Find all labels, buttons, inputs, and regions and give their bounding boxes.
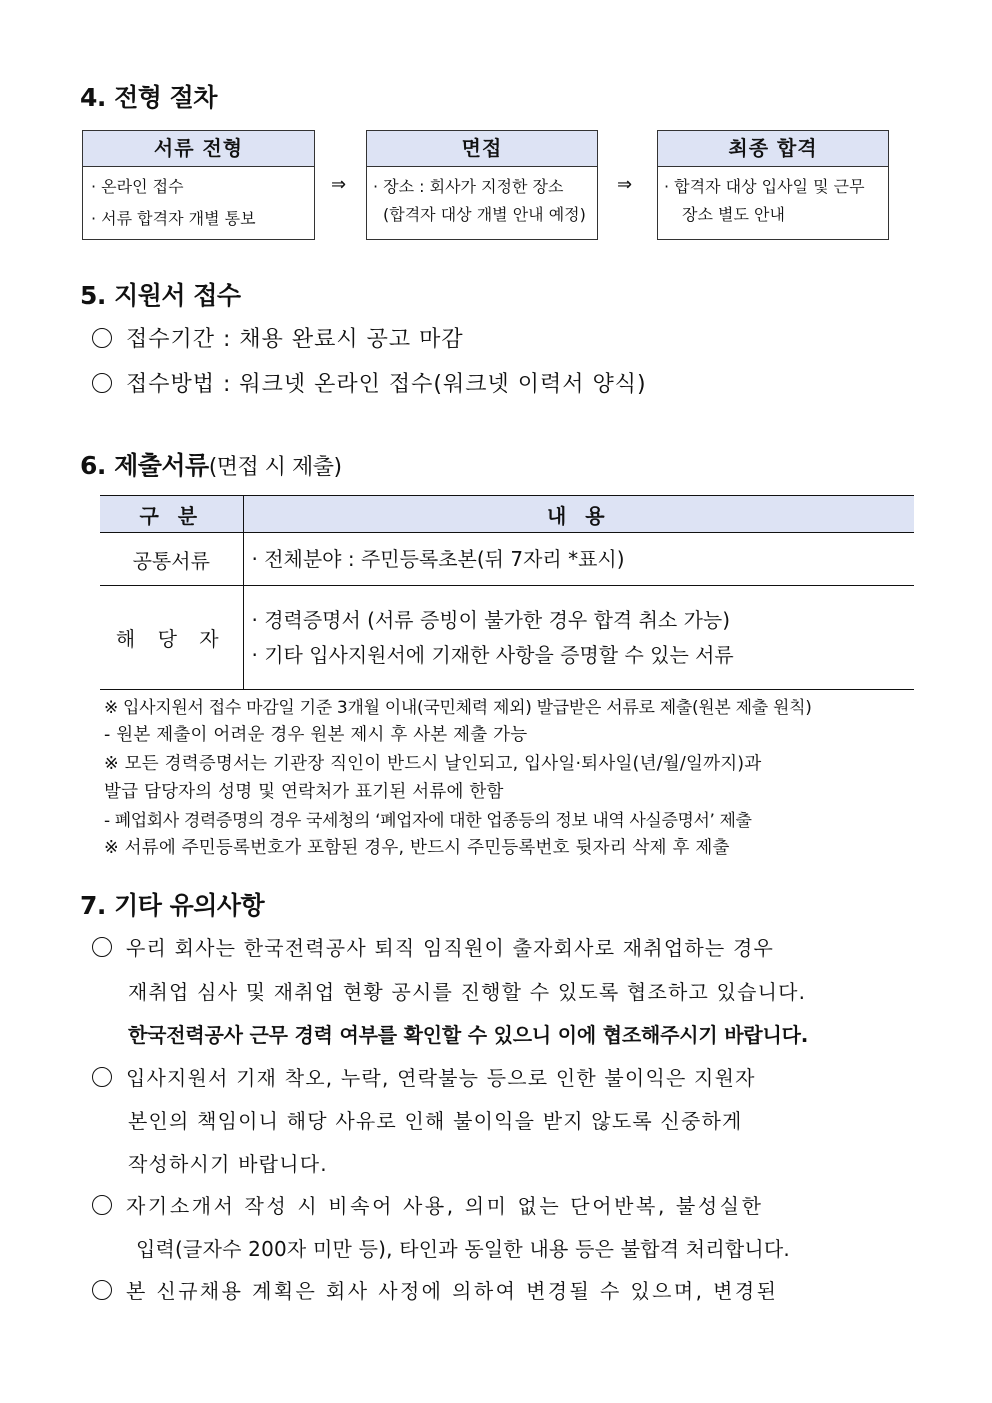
notice-2-line: 작성하시기 바랍니다.	[128, 1152, 328, 1176]
circle-bullet-icon	[92, 937, 112, 957]
note-line: ※ 서류에 주민등록번호가 포함된 경우, 반드시 주민등록번호 뒷자리 삭제 후 제출	[104, 838, 730, 858]
table-row	[100, 533, 914, 586]
note-line: ※ 모든 경력증명서는 기관장 직인이 반드시 날인되고, 입사일·퇴사일(년/월/일까지)과	[104, 754, 762, 774]
application-period-text: 접수기간 : 채용 완료시 공고 마감	[126, 327, 464, 352]
notice-4-line	[92, 1275, 778, 1304]
notice-1-emphasis: 한국전력공사 근무 경력 여부를 확인할 수 있으니 이에 협조해주시기 바랍니다.	[128, 1023, 809, 1047]
row-line: · 전체분야 : 주민등록초본(뒤 7자리 *표시)	[251, 546, 625, 571]
step-line: · 서류 합격자 개별 통보	[91, 209, 256, 228]
step-title: 최종 합격	[658, 131, 888, 167]
notice-2-line: 본인의 책임이니 해당 사유로 인해 불이익을 받지 않도록 신중하게	[128, 1109, 743, 1133]
section-7-title: 7. 기타 유의사항	[80, 891, 265, 920]
row-line: · 기타 입사지원서에 기재한 사항을 증명할 수 있는 서류	[251, 642, 734, 667]
notice-text: 자기소개서 작성 시 비속어 사용, 의미 없는 단어반복, 불성실한	[126, 1194, 764, 1218]
notice-1-line: 재취업 심사 및 재취업 현황 공시를 진행할 수 있도록 협조하고 있습니다.	[128, 980, 807, 1004]
step-document-screening	[82, 130, 315, 240]
step-title: 서류 전형	[83, 131, 314, 167]
table-header-category: 구 분	[100, 496, 243, 533]
step-line: 장소 별도 안내	[682, 205, 785, 224]
section-4-title: 4. 전형 절차	[80, 83, 217, 112]
application-method	[92, 367, 647, 398]
notice-text: 우리 회사는 한국전력공사 퇴직 임직원이 출자회사로 재취업하는 경우	[126, 936, 774, 960]
section-5-title: 5. 지원서 접수	[80, 281, 241, 310]
table-row	[100, 586, 914, 690]
step-line: (합격자 대상 개별 안내 예정)	[383, 205, 586, 224]
step-title: 면접	[367, 131, 597, 167]
row-line: · 경력증명서 (서류 증빙이 불가한 경우 합격 취소 가능)	[251, 607, 731, 632]
table-header-content: 내 용	[243, 496, 914, 533]
notice-1-line	[92, 932, 774, 961]
notice-3-line	[92, 1190, 764, 1219]
note-line: - 원본 제출이 어려운 경우 원본 제시 후 사본 제출 가능	[104, 725, 528, 745]
step-line: · 장소 : 회사가 지정한 장소	[373, 177, 564, 196]
row-label: 공통서류	[100, 533, 243, 586]
notice-text: 입사지원서 기재 착오, 누락, 연락불능 등으로 인한 불이익은 지원자	[126, 1066, 756, 1090]
circle-bullet-icon	[92, 1067, 112, 1087]
arrow-icon: ⇒	[617, 174, 633, 195]
notice-2-line	[92, 1062, 756, 1091]
step-interview	[366, 130, 598, 240]
note-line: 발급 담당자의 성명 및 연락처가 표기된 서류에 한함	[104, 782, 504, 802]
note-line: ※ 입사지원서 접수 마감일 기준 3개월 이내(국민체력 제외) 발급받은 서류로 제출(원본 제출 원칙)	[104, 698, 812, 718]
circle-bullet-icon	[92, 373, 112, 393]
section-6-title	[80, 446, 342, 482]
step-final-pass	[657, 130, 889, 240]
application-period	[92, 322, 464, 353]
circle-bullet-icon	[92, 1280, 112, 1300]
circle-bullet-icon	[92, 328, 112, 348]
notice-text: 본 신규채용 계획은 회사 사정에 의하여 변경될 수 있으며, 변경된	[126, 1279, 779, 1303]
note-line: - 폐업회사 경력증명의 경우 국세청의 ‘폐업자에 대한 업종등의 정보 내역 사실증명서’ 제출	[104, 811, 752, 831]
section-6-title-text: 6. 제출서류	[80, 451, 209, 480]
arrow-icon: ⇒	[331, 174, 347, 195]
section-6-subtitle: (면접 시 제출)	[208, 455, 342, 480]
row-label: 해 당 자	[100, 586, 243, 690]
notice-3-line: 입력(글자수 200자 미만 등), 타인과 동일한 내용 등은 불합격 처리합니다.	[136, 1237, 790, 1261]
documents-table	[100, 495, 914, 690]
step-line: · 온라인 접수	[91, 177, 184, 196]
step-line: · 합격자 대상 입사일 및 근무	[664, 177, 865, 196]
circle-bullet-icon	[92, 1195, 112, 1215]
application-method-text: 접수방법 : 워크넷 온라인 접수(워크넷 이력서 양식)	[126, 372, 647, 397]
